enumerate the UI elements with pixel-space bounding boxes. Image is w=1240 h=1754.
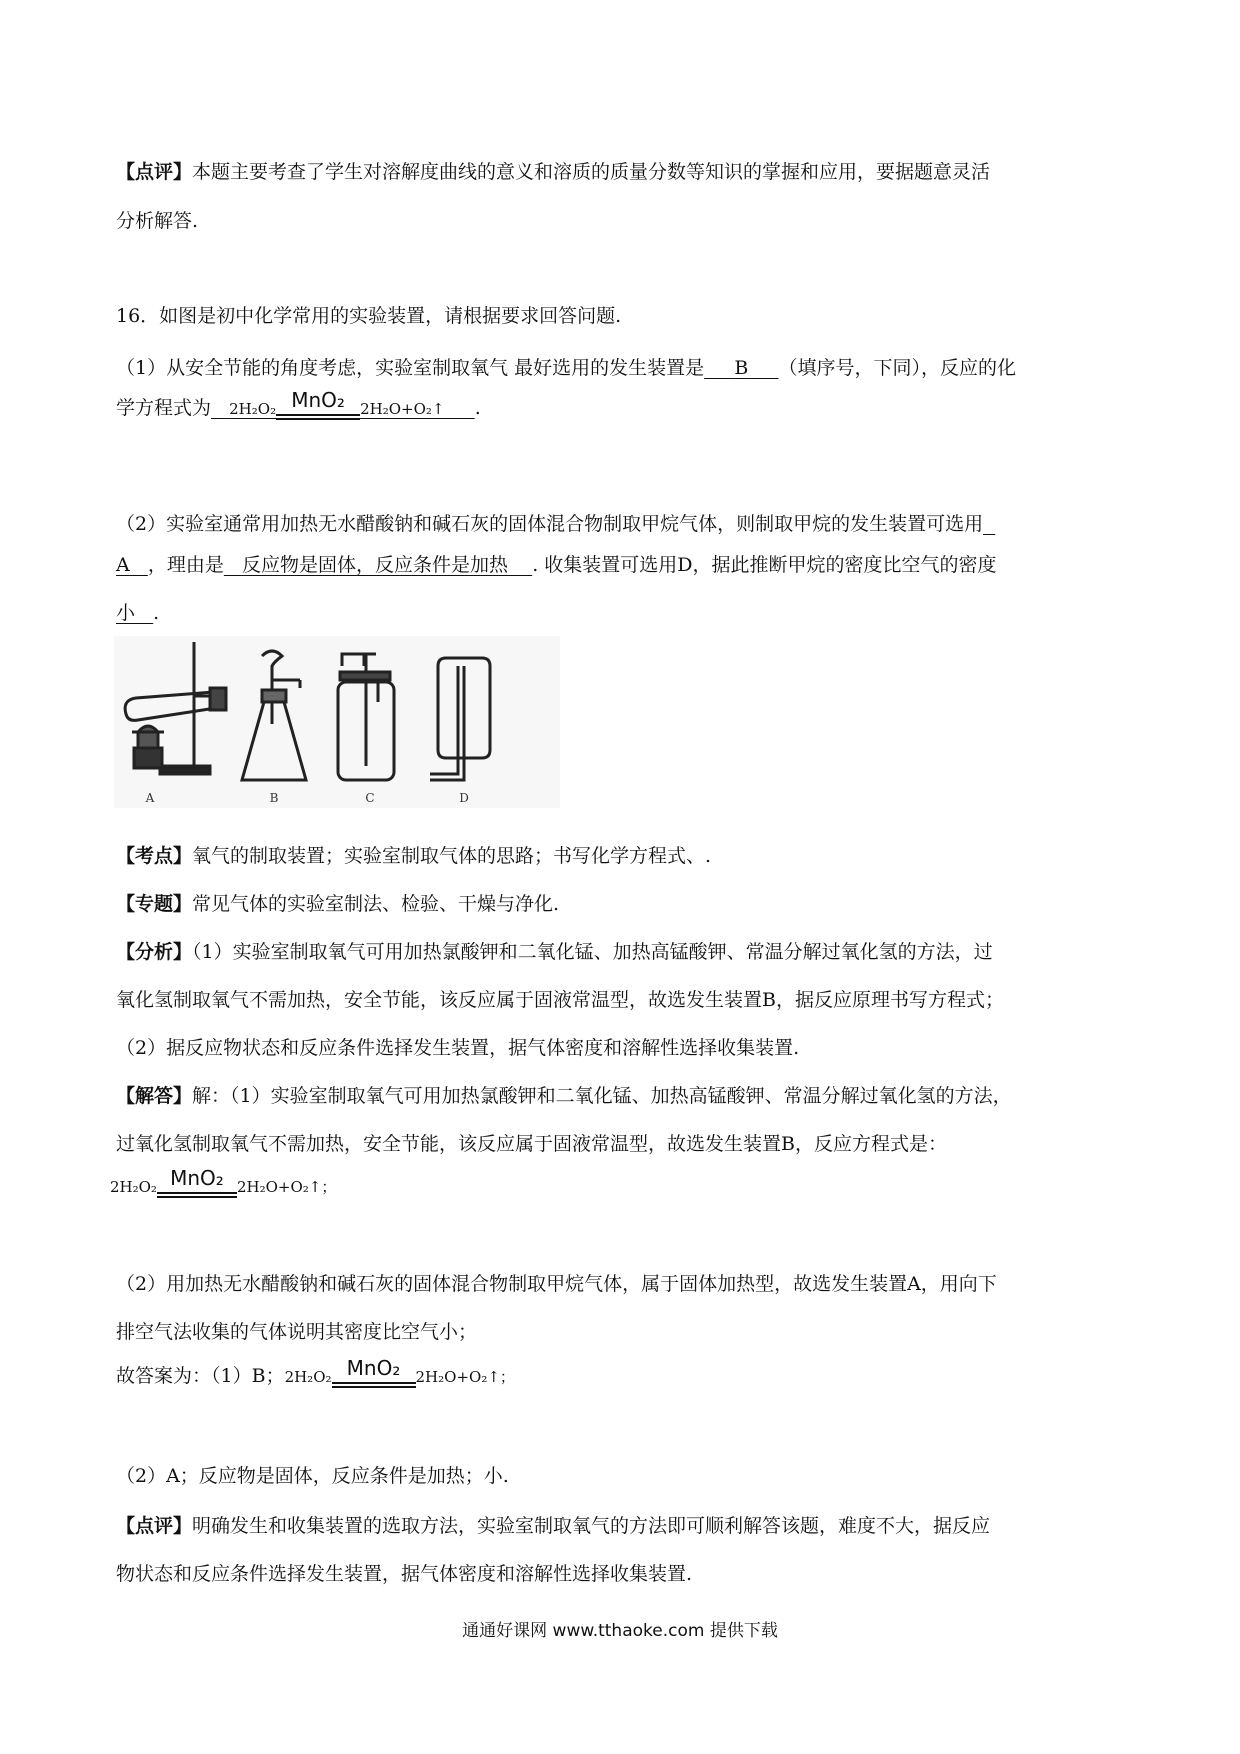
review2-line-2: [116, 1560, 692, 1588]
question-title-text: 16．如图是初中化学常用的实验装置，请根据要求回答问题.: [116, 305, 622, 327]
equation-right: 2H₂O+O₂↑；: [236, 1178, 337, 1196]
fenxi-line-1: [116, 938, 993, 966]
apparatus-figure: [114, 636, 560, 808]
equation-arrow: [157, 1166, 237, 1208]
jieda-line-1: [116, 1082, 1012, 1110]
review-text: 物状态和反应条件选择发生装置，据气体密度和溶解性选择收集装置.: [116, 1563, 693, 1585]
question-text: 学方程式为: [116, 397, 212, 419]
review-text: 明确发生和收集装置的选取方法，实验室制取氧气的方法即可顺利解答该题，难度不大，据反应: [192, 1515, 991, 1537]
question-text: （填序号，下同），反应的化: [778, 357, 1017, 379]
jieda-text: 故答案为：（1）B；: [116, 1365, 285, 1387]
equation-right: 2H₂O+O₂↑；: [415, 1368, 515, 1386]
jieda-text: 过氧化氢制取氧气不需加热，安全节能，该反应属于固液常温型，故选发生装置B，反应方程式是：: [116, 1133, 947, 1155]
kaodian-text: 氧气的制取装置；实验室制取气体的思路；书写化学方程式、.: [192, 845, 712, 867]
question-part-1-line-1: [116, 354, 1016, 382]
question-text: . 收集装置可选用D，据此推断甲烷的密度比空气的密度: [532, 554, 997, 576]
question-text: .: [474, 397, 481, 419]
equation-left: 2H₂O₂: [229, 400, 277, 418]
review-text: 本题主要考查了学生对溶解度曲线的意义和溶质的质量分数等知识的掌握和应用，要据题意灵活: [192, 161, 991, 183]
jieda-text: 排空气法收集的气体说明其密度比空气小；: [116, 1321, 478, 1343]
jieda-text: （2）用加热无水醋酸钠和碱石灰的固体混合物制取甲烷气体，属于固体加热型，故选发生装置A，用向下: [116, 1273, 997, 1295]
question-text: ，理由是: [147, 554, 224, 576]
answer-blank: [983, 513, 995, 535]
question-part-2-line-3: [116, 599, 159, 627]
question-part-2-line-1: [116, 510, 995, 538]
answer-text: 小: [116, 602, 136, 624]
question-text: .: [153, 602, 160, 624]
equation-condition: MnO₂: [346, 1356, 401, 1380]
answer-blank: [704, 357, 778, 379]
jieda-answer-line: [116, 1356, 515, 1398]
equation-left: 2H₂O₂: [110, 1178, 157, 1196]
equation-arrow: [276, 388, 360, 430]
page-footer: 通通好课网 www.tthaoke.com 提供下载: [462, 1621, 778, 1641]
answer-blank: [211, 397, 276, 419]
zhuanti-line: [116, 890, 559, 918]
zhuanti-tag: 【专题】: [116, 893, 193, 915]
question-text: （2）实验室通常用加热无水醋酸钠和碱石灰的固体混合物制取甲烷气体，则制取甲烷的发生装置可选用: [116, 513, 984, 535]
zhuanti-text: 常见气体的实验室制法、检验、干燥与净化.: [192, 893, 560, 915]
fenxi-text: （2）据反应物状态和反应条件选择发生装置，据气体密度和溶解性选择收集装置.: [116, 1037, 800, 1059]
jieda-line-4: [116, 1318, 477, 1346]
equation-condition: MnO₂: [170, 1166, 224, 1190]
jieda-line-3: [116, 1270, 997, 1298]
answer-blank: [360, 397, 475, 419]
jieda-text: （2）A；反应物是固体，反应条件是加热；小.: [116, 1465, 509, 1487]
review-line-1: [116, 158, 990, 186]
label-a: A: [145, 791, 155, 805]
jieda-text: 解：（1）实验室制取氧气可用加热氯酸钾和二氧化锰、加热高锰酸钾、常温分解过氧化氢的方法，: [192, 1085, 1012, 1107]
answer-blank: [116, 602, 153, 624]
fenxi-tag: 【分析】: [116, 941, 193, 963]
label-c: C: [365, 791, 375, 805]
jieda-line-5: [116, 1462, 509, 1490]
jieda-equation: [110, 1166, 336, 1208]
answer-blank: [116, 554, 148, 576]
question-title: [116, 302, 621, 330]
question-part-1-line-2: [116, 388, 481, 430]
equation-right: 2H₂O+O₂↑: [360, 400, 445, 418]
fenxi-text: 氧化氢制取氧气不需加热，安全节能，该反应属于固液常温型，故选发生装置B，据反应原理书写方程式；: [116, 989, 1004, 1011]
equation-left: 2H₂O₂: [284, 1368, 332, 1386]
question-text: （1）从安全节能的角度考虑，实验室制取氧气 最好选用的发生装置是: [116, 357, 705, 379]
equation-arrow: [332, 1356, 416, 1398]
jieda-line-2: [116, 1130, 947, 1158]
answer-blank: [224, 554, 532, 576]
review-tag: 【点评】: [116, 1515, 193, 1537]
equation-condition: MnO₂: [291, 388, 345, 412]
answer-text: 反应物是固体，反应条件是加热: [242, 554, 509, 576]
answer-text: B: [734, 357, 749, 379]
review-text: 分析解答.: [116, 210, 199, 232]
jieda-tag: 【解答】: [116, 1085, 193, 1107]
fenxi-line-3: [116, 1034, 799, 1062]
kaodian-line: [116, 842, 711, 870]
fenxi-text: （1）实验室制取氧气可用加热氯酸钾和二氧化锰、加热高锰酸钾、常温分解过氧化氢的方法，过: [192, 941, 993, 963]
review2-line-1: [116, 1512, 990, 1540]
question-part-2-line-2: [116, 551, 997, 579]
review-tag: 【点评】: [116, 161, 193, 183]
equation-bar: [276, 414, 360, 420]
fenxi-line-2: [116, 986, 1004, 1014]
equation-bar: [157, 1192, 237, 1198]
equation-bar: [332, 1382, 416, 1388]
label-d: D: [459, 791, 469, 805]
review-line-2: [116, 207, 198, 235]
answer-text: A: [116, 554, 130, 576]
kaodian-tag: 【考点】: [116, 845, 193, 867]
label-b: B: [269, 791, 279, 805]
